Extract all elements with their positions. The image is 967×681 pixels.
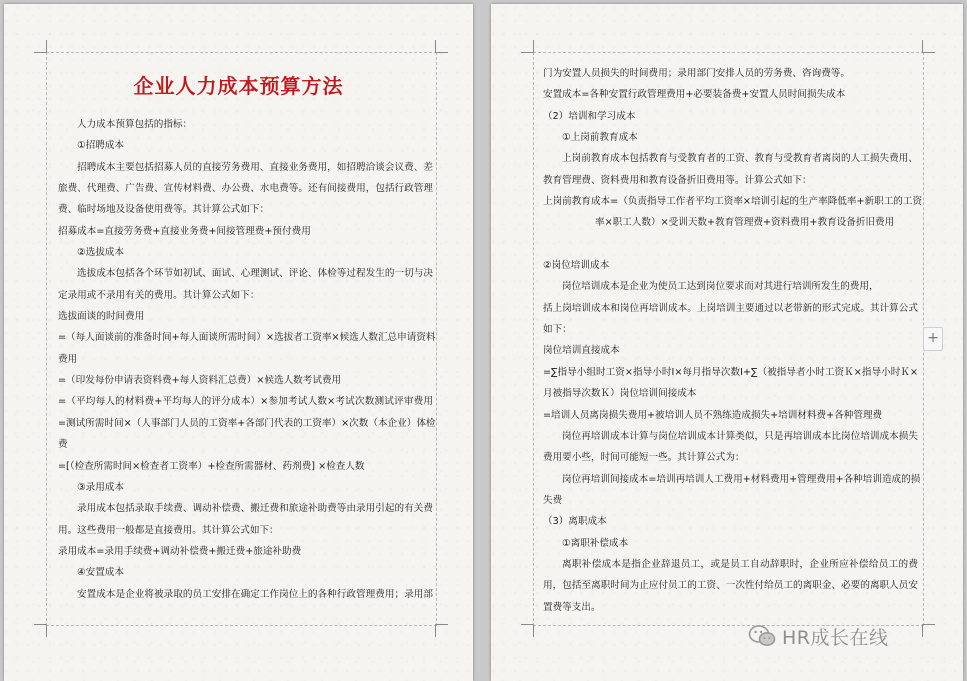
text-line: 岗位再培训间接成本=培训再培训人工费用+材料费用+管理费用+各种培训造成的损 [562,473,921,485]
text-line: =（每人面谈前的准备时间+每人面谈所需时间）×选拔者工资率×候选人数汇总申请资料 [58,332,436,344]
crop-mark [922,624,935,637]
crop-mark [34,40,47,53]
text-line: ①上岗前教育成本 [562,132,638,144]
document-title: 企业人力成本预算方法 [133,74,344,98]
text-line: （2）培训和学习成本 [543,110,636,122]
text-line: 月被指导次数Ｋ）岗位培训间接成本 [543,388,697,400]
text-line: =测试所需时间×（人事部门人员的工资率+各部门代表的工资率）×次数（本企业）体检 [58,417,436,429]
text-line: =[（检查所需时间×检查者工资率）+检查所需器材、药剂费] ×检查人数 [58,460,365,472]
crop-mark [435,40,448,53]
text-line: 用，包括至离职时间为止应付员工的工资、一次性付给员工的离职金、必要的离职人员安 [543,580,918,592]
text-line: 录用成本包括录取手续费、调动补偿费、搬迁费和旅途补助费等由录用引起的有关费 [77,503,433,515]
text-line: ①招聘成本 [77,140,124,152]
text-line: （3）离职成本 [543,516,607,528]
text-line: =（平均每人的材料费+平均每人的评分成本）×参加考试人数×考试次数测试评审费用 [58,396,433,408]
text-line: ③录用成本 [77,481,124,493]
text-line: 选拔成本包括各个环节如初试、面试、心理测试、评论、体检等过程发生的一切与决 [77,268,433,280]
text-line: 括上岗培训成本和岗位再培训成本。上岗培训主要通过以老带新的形式完成。其计算公式 [543,302,918,314]
text-line: =培训人员离岗损失费用+被培训人员不熟练造成损失+培训材料费+各种管理费 [543,409,883,421]
text-line: 率×职工人数）×受训天数+教育管理费+资料费用+教育设备折旧费用 [595,217,895,229]
text-line: 用。这些费用一般都是直接费用。其计算公式如下： [58,524,279,536]
text-line: 如下： [543,324,572,336]
text-line: ②选拔成本 [77,247,124,259]
document-body-right [543,63,923,618]
text-line: 门为安置人员损失的时间费用；录用部门安排人员的劳务费、咨询费等。 [543,68,850,79]
text-line: 费、临时场地及设备使用费等。其计算公式如下： [58,204,270,216]
text-line: 招聘成本主要包括招募人员的直接劳务费用、直接业务费用，如招聘洽谈会议费、差 [77,161,433,173]
text-line: =∑指导小组时工资×指导小时Ⅰ×每月指导次数Ⅰ+∑（被指导者小时工资Ｋ×指导小时Ｋ× [543,366,918,378]
text-line: 招募成本=直接劳务费+直接业务费+间接管理费+预付费用 [58,225,311,237]
text-line: =（印发每份申请表资料费+每人资料汇总费）×候选人数考试费用 [58,375,342,387]
text-line: 费用要小些，时间可能短一些。其计算公式为： [543,452,745,464]
crop-mark [521,40,534,53]
add-page-button[interactable]: + [923,327,943,351]
text-line: ④安置成本 [77,567,124,579]
text-line: 安置成本是企业将被录取的员工安排在确定工作岗位上的各种行政管理费用；录用部 [77,588,433,600]
text-line: ①离职补偿成本 [562,537,629,549]
text-line: 岗位培训直接成本 [543,345,620,357]
text-line: 上岗前教育成本包括教育与受教育者的工资、教育与受教育者离岗的人工损失费用、 [562,153,918,165]
document-page-right [491,4,963,681]
text-line: 人力成本预算包括的指标： [77,119,193,130]
text-line: 安置成本=各种安置行政管理费用+必要装备费+安置人员时间损失成本 [543,89,846,101]
text-line: 教育管理费、资料费用和教育设备折旧费用等。计算公式如下： [543,174,812,186]
text-line: 上岗前教育成本=（负责指导工作者平均工资率×培训引起的生产率降低率+新职工的工资 [543,196,923,208]
watermark [748,621,889,651]
text-line: 置费等支出。 [543,601,601,613]
document-body-left [58,114,436,605]
text-line: 费 [58,439,68,451]
text-line: 离职补偿成本是指企业辞退员工，或是员工自动辞职时，企业所应补偿给员工的费 [562,558,918,570]
text-line: 选拔面谈的时间费用 [58,311,145,323]
crop-mark [521,624,534,637]
text-line: 费用 [58,353,78,365]
crop-mark [34,624,47,637]
document-page-left [4,4,473,681]
text-line: 录用成本=录用手续费+调动补偿费+搬迁费+旅途补助费 [58,545,302,557]
text-line: 失费 [543,494,563,506]
text-line: 旅费、代理费、广告费、宣传材料费、办公费、水电费等。还有间接费用，包括行政管理 [58,183,433,195]
watermark-text: HR成长在线 [782,626,889,649]
crop-mark [922,40,935,53]
text-line: ②岗位培训成本 [543,260,610,272]
text-line: 定录用或不录用有关的费用。其计算公式如下： [58,289,260,301]
text-line: 岗位培训成本是企业为使员工达到岗位要求而对其进行培训所发生的费用， [562,281,879,293]
text-line [543,234,918,255]
crop-mark [435,624,448,637]
wechat-icon [748,624,776,648]
text-line: 岗位再培训成本计算与岗位培训成本计算类似，只是再培训成本比岗位培训成本损失 [562,430,918,442]
